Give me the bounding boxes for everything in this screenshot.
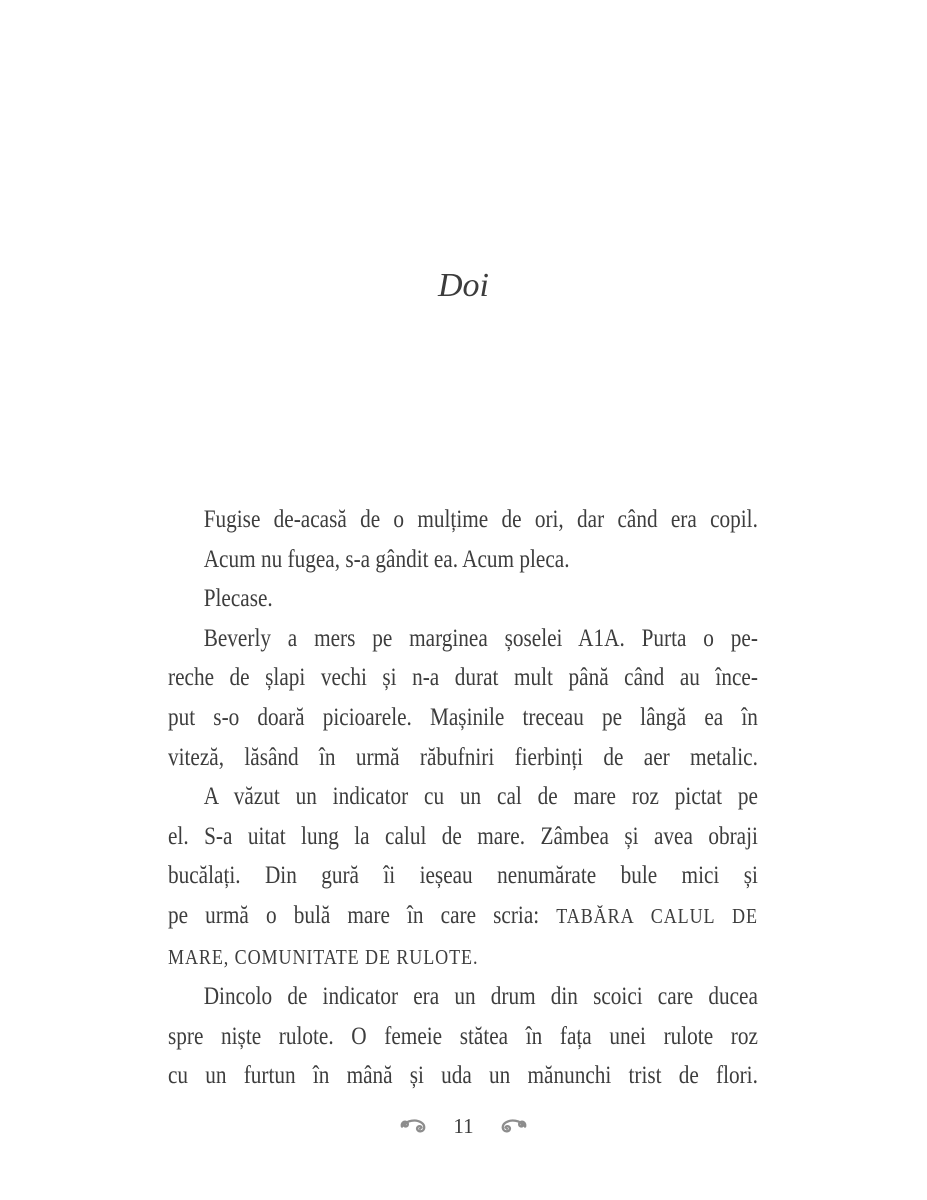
paragraph: [168, 540, 758, 580]
body-text: reche de șlapi vechi și n-a durat mult până când au înce-: [168, 664, 758, 692]
paragraph: [168, 579, 758, 619]
chapter-title: Doi: [438, 267, 489, 304]
text-line: [168, 619, 758, 659]
body-text: Acum nu fugea, s-a gândit ea. Acum pleca.: [203, 545, 570, 573]
text-line: [168, 500, 758, 540]
body-text: spre niște rulote. O femeie stătea în fața unei rulote roz: [168, 1022, 758, 1050]
flourish-dot: [419, 1128, 421, 1130]
floral-flourish-right-icon: [498, 1116, 528, 1136]
body-text: pe urmă o bulă mare în care scria:: [168, 901, 557, 929]
small-caps-text: TABĂRA CALUL DE: [556, 903, 758, 928]
text-line: [168, 579, 758, 619]
page-number: 11: [453, 1114, 474, 1138]
small-caps-text: MARE, COMUNITATE DE RULOTE.: [168, 944, 479, 969]
paragraph: [168, 977, 758, 1096]
text-line: [168, 1017, 758, 1057]
text-line: [168, 1056, 758, 1096]
text-line: [168, 540, 758, 580]
text-line: [168, 658, 758, 698]
text-line: [168, 817, 758, 857]
text-line: [168, 977, 758, 1017]
text-line: [168, 698, 758, 738]
body-text: Plecase.: [203, 585, 273, 613]
body-text: Beverly a mers pe marginea șoselei A1A. Purta o pe-: [203, 624, 758, 652]
page-footer: [0, 1114, 927, 1138]
body-text: A văzut un indicator cu un cal de mare roz pictat pe: [203, 783, 758, 811]
text-line: [168, 738, 758, 778]
text-line: [168, 777, 758, 817]
body-text: viteză, lăsând în urmă răbufniri fierbinți de aer metalic.: [168, 743, 758, 771]
body-text: Dincolo de indicator era un drum din scoici care ducea: [203, 983, 758, 1011]
paragraph: [168, 500, 758, 540]
text-block: [168, 500, 758, 1096]
body-text: el. S-a uitat lung la calul de mare. Zâmbea și avea obraji: [168, 822, 758, 850]
text-line: [168, 896, 758, 937]
paragraph: [168, 777, 758, 977]
body-text: bucălați. Din gură îi ieșeau nenumărate bule mici și: [168, 862, 758, 890]
text-line: [168, 856, 758, 896]
flourish-dot: [405, 1124, 407, 1126]
body-text: put s-o doară picioarele. Mașinile treceau pe lângă ea în: [168, 703, 758, 731]
text-line: [168, 937, 758, 978]
floral-flourish-left-icon: [399, 1116, 429, 1136]
body-text: Fugise de-acasă de o mulțime de ori, dar când era copil.: [203, 506, 758, 533]
paragraph: [168, 619, 758, 777]
body-text: cu un furtun în mână și uda un mănunchi trist de flori.: [168, 1062, 758, 1090]
